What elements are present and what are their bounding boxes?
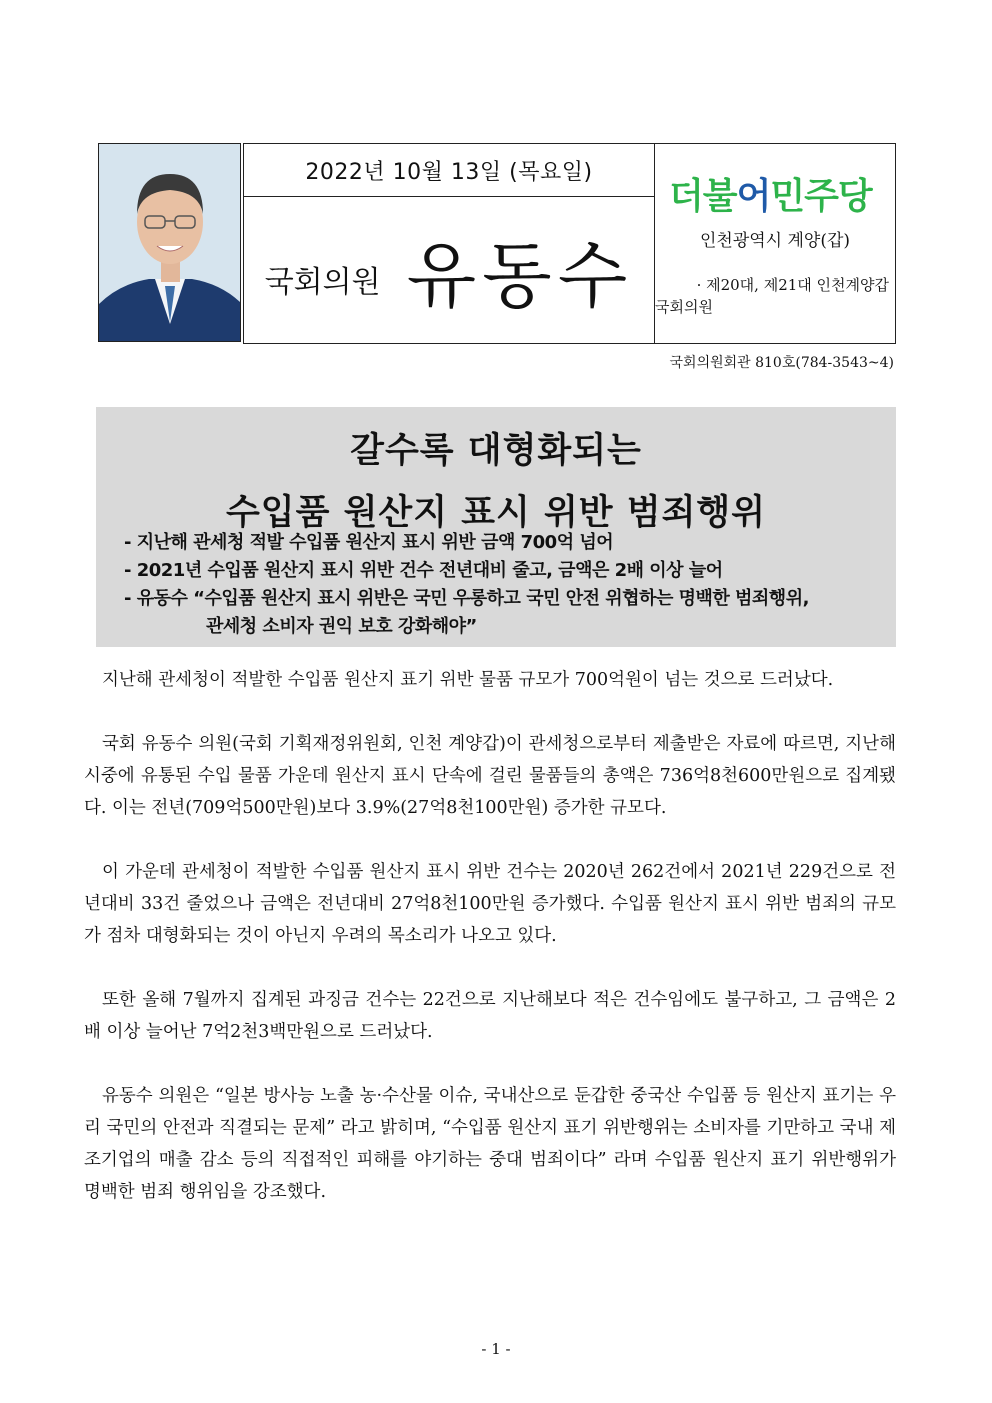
subheadline-2: - 2021년 수입품 원산지 표시 위반 건수 전년대비 줄고, 금액은 2배 이상 늘어 xyxy=(124,560,723,581)
subheadline-1: - 지난해 관세청 적발 수입품 원산지 표시 위반 금액 700억 넘어 xyxy=(124,532,614,553)
paragraph: 이 가운데 관세청이 적발한 수입품 원산지 표시 위반 건수는 2020년 262건에서 2021년 229건으로 전년대비 33건 줄었으나 금액은 전년대비 27억8천100만원 증가했다. 수입품 원산지 표시 위반 범죄의 규모가 점차 대형화되는 것이 아닌지 우려의 목소리가 나오고 있다. xyxy=(84,862,896,946)
name-panel xyxy=(243,143,655,344)
party-logo xyxy=(669,168,872,219)
subheadline-3: - 유동수 “수입품 원산지 표시 위반은 국민 우롱하고 국민 안전 위협하는 명백한 범죄행위, xyxy=(124,588,809,609)
party-logo-part1: 더불 xyxy=(669,176,737,217)
headline-line2: 수입품 원산지 표시 위반 범죄행위 xyxy=(225,493,767,533)
party-panel xyxy=(655,143,896,344)
paragraph: 유동수 의원은 “일본 방사능 노출 농·수산물 이슈, 국내산으로 둔갑한 중국산 수입품 등 원산지 표기는 우리 국민의 안전과 직결되는 문제” 라고 밝히며, “수입품 원산지 표기 위반행위는 소비자를 기만하고 국내 제조기업의 매출 감소 등의 직접적인 피해를 야기하는 중대 범죄이다” 라며 수입품 원산지 표기 위반행위가 명백한 범죄 행위임을 강조했다. xyxy=(84,1086,896,1202)
press-date: 2022년 10월 13일 (목요일) xyxy=(244,144,654,197)
subheadline-3-cont: 관세청 소비자 권익 보호 강화해야” xyxy=(206,616,477,637)
career xyxy=(655,274,889,318)
paragraph: 지난해 관세청이 적발한 수입품 원산지 표기 위반 물품 규모가 700억원이 넘는 것으로 드러났다. xyxy=(102,670,834,690)
career-line2: 국회의원 xyxy=(655,298,713,316)
article-body xyxy=(84,664,896,1240)
header-table xyxy=(98,143,896,344)
headline-box xyxy=(96,407,896,647)
party-logo-part3: 민주당 xyxy=(770,176,872,217)
legislator-role: 국회의원 xyxy=(264,264,381,300)
headline-line1: 갈수록 대형화되는 xyxy=(350,431,642,471)
paragraph: 또한 올해 7월까지 집계된 과징금 건수는 22건으로 지난해보다 적은 건수임에도 불구하고, 그 금액은 2배 이상 늘어난 7억2천3백만원으로 드러났다. xyxy=(84,990,896,1042)
legislator-name: 유동수 xyxy=(406,233,634,318)
page-number: - 1 - xyxy=(481,1340,511,1358)
paragraph: 국회 유동수 의원(국회 기획재정위원회, 인천 계양갑)이 관세청으로부터 제출받은 자료에 따르면, 지난해 시중에 유통된 수입 물품 가운데 원산지 표시 단속에 걸린 물품들의 총액은 736억8천600만원으로 집계됐다. 이는 전년(709억500만원)보다 3.9%(27억8천100만원) 증가한 규모다. xyxy=(84,734,896,818)
office-address: 국회의원회관 810호(784-3543~4) xyxy=(669,355,894,371)
career-line1: · 제20대, 제21대 인천계양갑 xyxy=(696,276,889,294)
name-row xyxy=(244,196,654,343)
party-logo-part2: 어 xyxy=(736,176,771,217)
legislator-photo xyxy=(98,143,241,342)
district: 인천광역시 계양(갑) xyxy=(699,231,851,251)
portrait-image xyxy=(99,144,241,342)
subheadlines xyxy=(124,529,809,641)
